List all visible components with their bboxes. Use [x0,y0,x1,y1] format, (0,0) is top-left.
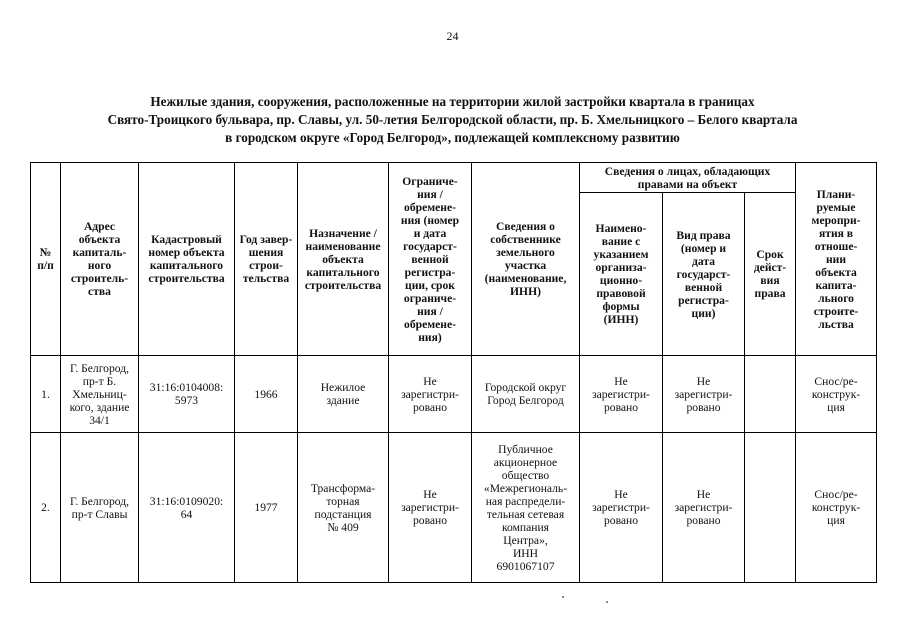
header-rights-type: Вид права (номер и дата государст- венной регистра- ции) [663,193,745,356]
title-line-1: Нежилые здания, сооружения, расположенные на территории жилой застройки квартала в границах [150,94,755,109]
page-number: 24 [446,29,459,43]
table-row [31,356,877,433]
cell-restrictions: Не зарегистри- ровано [389,433,472,583]
header-rights-group: Сведения о лицах, обладающих правами на объект [580,163,796,193]
cell-rights-term [745,356,796,433]
header-rights-name: Наимено- вание с указанием организа- ционно- правовой формы (ИНН) [580,193,663,356]
cell-restrictions: Не зарегистри- ровано [389,356,472,433]
header-address: Адрес объекта капиталь- ного строитель- ства [61,163,139,356]
header-purpose: Назначение / наименование объекта капитального строительства [298,163,389,356]
cell-num: 1. [31,356,61,433]
header-planned: Плани- руемые меропри- ятия в отноше- нии объекта капита- льного строите- льства [796,163,877,356]
cell-purpose: Трансформа- торная подстанция № 409 [298,433,389,583]
cell-year: 1966 [235,356,298,433]
table-row [31,433,877,583]
cell-year: 1977 [235,433,298,583]
header-rights-term: Срок дейст- вия права [745,193,796,356]
header-cadastral: Кадастровый номер объекта капитального строительства [139,163,235,356]
cell-purpose: Нежилое здание [298,356,389,433]
cell-rights-type: Не зарегистри- ровано [663,356,745,433]
cell-rights-name: Не зарегистри- ровано [580,433,663,583]
cell-cadastral: 31:16:0104008: 5973 [139,356,235,433]
cell-address: Г. Белгород, пр-т Славы [61,433,139,583]
header-owner: Сведения о собственнике земельного участка (наименование, ИНН) [472,163,580,356]
header-restrictions: Ограниче- ния / обремене- ния (номер и дата государст- венной регистра- ции, срок ограниче- ния / обремене- ния) [389,163,472,356]
cell-cadastral: 31:16:0109020: 64 [139,433,235,583]
cell-owner: Публичное акционерное общество «Межрегиональ- ная распредели- тельная сетевая компания Центра», ИНН 6901067107 [472,433,580,583]
header-year: Год завер- шения строи- тельства [235,163,298,356]
cell-rights-name: Не зарегистри- ровано [580,356,663,433]
cell-num: 2. [31,433,61,583]
header-num: № п/п [31,163,61,356]
title-line-3: в городском округе «Город Белгород», подлежащей комплексному развитию [225,130,680,145]
scan-speck [562,596,564,598]
buildings-table [30,162,877,583]
title-line-2: Свято-Троицкого бульвара, пр. Славы, ул. 50-летия Белгородской области, пр. Б. Хмельницкого – Белого квартала [107,112,798,127]
header-row-1 [31,163,877,193]
scan-speck [606,601,608,603]
cell-owner: Городской округ Город Белгород [472,356,580,433]
cell-rights-type: Не зарегистри- ровано [663,433,745,583]
cell-rights-term [745,433,796,583]
cell-address: Г. Белгород, пр-т Б. Хмельниц- кого, здание 34/1 [61,356,139,433]
cell-planned: Снос/ре- конструк- ция [796,433,877,583]
cell-planned: Снос/ре- конструк- ция [796,356,877,433]
document-title [40,93,865,147]
